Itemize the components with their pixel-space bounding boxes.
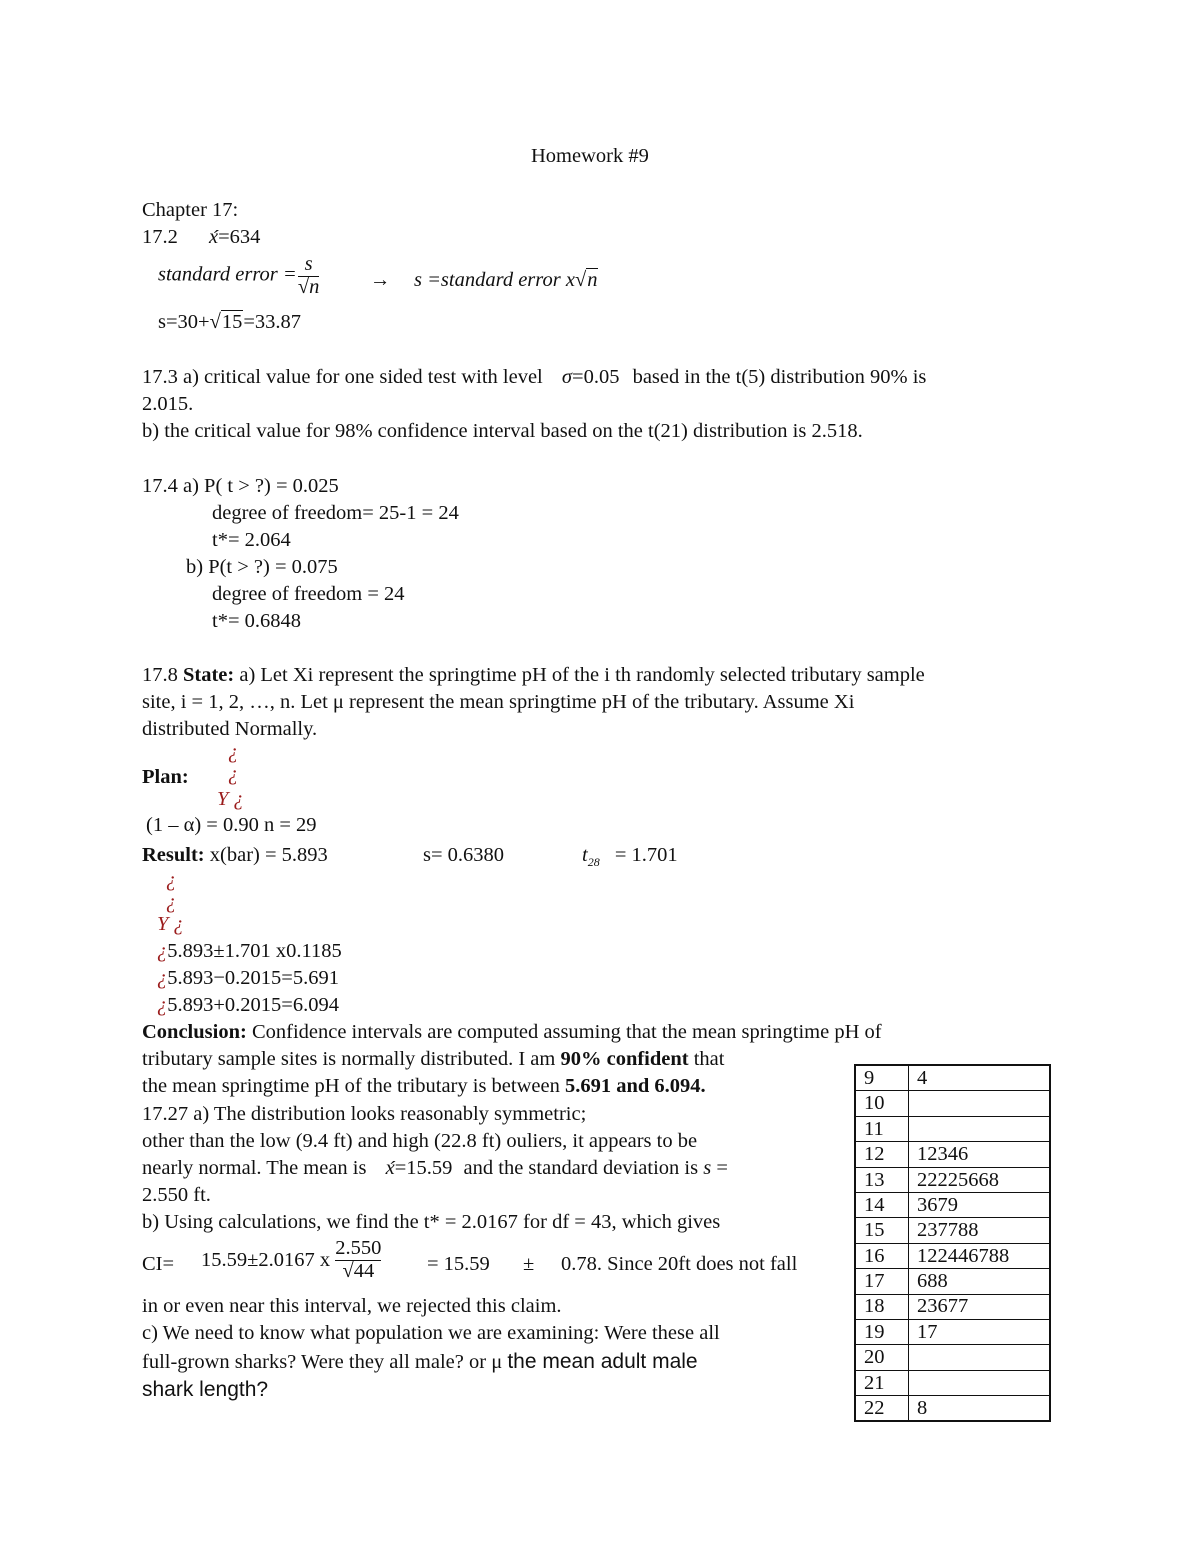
stem-cell: 10 bbox=[855, 1091, 909, 1116]
ci-denominator: 44 bbox=[353, 1259, 375, 1282]
stemplot-row bbox=[855, 1065, 1050, 1091]
result-xbar: x(bar) = 5.893 bbox=[209, 844, 328, 866]
calc-text: 5.893±1.701 x0.1185 bbox=[167, 940, 342, 962]
stemplot-row bbox=[855, 1370, 1050, 1395]
problem-17-4-b-df: degree of freedom = 24 bbox=[212, 583, 405, 605]
text-segment: Confidence intervals are computed assuming that the mean springtime pH of bbox=[251, 1021, 882, 1043]
problem-17-3-line1 bbox=[142, 367, 926, 388]
problem-17-27-line9 bbox=[142, 1351, 698, 1373]
conclusion-line3 bbox=[142, 1076, 706, 1097]
stemplot-body bbox=[855, 1065, 1050, 1421]
problem-17-4-b-t: t*= 0.6848 bbox=[212, 610, 302, 632]
stemplot-row bbox=[855, 1091, 1050, 1116]
broken-glyph: ¿ bbox=[157, 994, 168, 1016]
leaf-cell: 12346 bbox=[909, 1142, 1051, 1167]
calc-left: s=30+ bbox=[158, 311, 210, 333]
s-formula-text: s =standard error x bbox=[414, 269, 575, 291]
broken-glyph: ¿ bbox=[228, 763, 239, 785]
se-numerator: s bbox=[304, 253, 313, 275]
leaf-cell bbox=[909, 1091, 1051, 1116]
text-segment: 17.3 a) critical value for one sided test with level bbox=[142, 366, 543, 388]
text-segment: = bbox=[716, 1157, 728, 1179]
s-symbol: s bbox=[703, 1157, 712, 1179]
problem-17-27-line5: b) Using calculations, we find the t* = 2.0167 for df = 43, which gives bbox=[142, 1211, 721, 1233]
conclusion-label: Conclusion: bbox=[142, 1021, 247, 1043]
t-value: = 1.701 bbox=[614, 844, 678, 866]
problem-17-8-state-line1 bbox=[142, 665, 925, 686]
stem-cell: 11 bbox=[855, 1116, 909, 1141]
s-formula: s =standard error x√n bbox=[414, 269, 598, 291]
problem-17-27-line4: 2.550 ft. bbox=[142, 1184, 211, 1206]
broken-glyph: ¿ bbox=[228, 741, 239, 763]
stemplot-row bbox=[855, 1243, 1050, 1268]
stem-cell: 15 bbox=[855, 1218, 909, 1243]
problem-17-27-line7: in or even near this interval, we rejected this claim. bbox=[142, 1295, 562, 1317]
stemplot-row bbox=[855, 1294, 1050, 1319]
leaf-cell: 17 bbox=[909, 1319, 1051, 1344]
calc-line-3 bbox=[157, 995, 339, 1016]
text-segment: tributary sample sites is normally distributed. I am bbox=[142, 1048, 556, 1070]
problem-17-27-line8: c) We need to know what population we are examining: Were these all bbox=[142, 1322, 720, 1344]
calc-right: =33.87 bbox=[243, 311, 302, 333]
state-label: State: bbox=[183, 664, 235, 686]
calc-text: 5.893+0.2015=6.094 bbox=[167, 994, 339, 1016]
stemplot-row bbox=[855, 1345, 1050, 1370]
problem-17-8-state-line2: site, i = 1, 2, …, n. Let μ represent the mean springtime pH of the tributary. Assume Xi bbox=[142, 691, 855, 713]
text-segment: a) Let Xi represent the springtime pH of the i th randomly selected tributary sample bbox=[239, 664, 925, 686]
plan-label: Plan: bbox=[142, 766, 189, 788]
text-segment: and the standard deviation is bbox=[463, 1157, 699, 1179]
xbar-value: =634 bbox=[218, 226, 261, 248]
leaf-cell bbox=[909, 1370, 1051, 1395]
result-line bbox=[142, 845, 328, 866]
problem-17-4-a-df: degree of freedom= 25-1 = 24 bbox=[212, 502, 459, 524]
problem-17-8-state-line3: distributed Normally. bbox=[142, 718, 318, 740]
xbar-symbol: x́ bbox=[385, 1157, 395, 1179]
problem-17-4-a-t: t*= 2.064 bbox=[212, 529, 291, 551]
calc-radicand: 15 bbox=[221, 311, 243, 333]
stemplot-row bbox=[855, 1269, 1050, 1294]
calc-text: 5.893−0.2015=5.691 bbox=[167, 967, 339, 989]
result-label: Result: bbox=[142, 844, 205, 866]
xbar-symbol: x́ bbox=[209, 226, 219, 248]
confidence-emphasis: 90% confident bbox=[560, 1048, 689, 1070]
ci-expression: 15.59±2.0167 x $\frac{2.550}{√44}$ bbox=[201, 1237, 382, 1282]
problem-17-4-b: b) P(t > ?) = 0.075 bbox=[186, 556, 338, 578]
leaf-cell bbox=[909, 1345, 1051, 1370]
s-calculation: s=30+√15=33.87 bbox=[158, 311, 302, 333]
problem-17-4-a: 17.4 a) P( t > ?) = 0.025 bbox=[142, 475, 339, 497]
problem-17-27-line10: shark length? bbox=[142, 1378, 269, 1401]
problem-number: 17.8 bbox=[142, 664, 178, 686]
leaf-cell: 237788 bbox=[909, 1218, 1051, 1243]
text-segment-sans: the mean adult male bbox=[507, 1350, 698, 1373]
se-denominator: n bbox=[309, 275, 320, 298]
stem-cell: 9 bbox=[855, 1065, 909, 1091]
stem-cell: 19 bbox=[855, 1319, 909, 1344]
broken-y-glyph: Y ¿ bbox=[217, 788, 244, 810]
stemplot-table bbox=[854, 1064, 1051, 1422]
broken-y-glyph: Y ¿ bbox=[157, 913, 184, 935]
leaf-cell: 122446788 bbox=[909, 1243, 1051, 1268]
broken-glyph: ¿ bbox=[166, 869, 177, 891]
stem-cell: 13 bbox=[855, 1167, 909, 1192]
standard-error-formula: standard error = $\frac{s}{√n}$ bbox=[158, 253, 320, 298]
broken-glyph: ¿ bbox=[166, 891, 177, 913]
leaf-cell: 688 bbox=[909, 1269, 1051, 1294]
ci-label: CI= bbox=[142, 1253, 175, 1275]
broken-glyph: ¿ bbox=[157, 940, 168, 962]
text-segment: that bbox=[693, 1048, 725, 1070]
text-segment: the mean springtime pH of the tributary is between bbox=[142, 1075, 560, 1097]
leaf-cell: 23677 bbox=[909, 1294, 1051, 1319]
sigma-symbol: σ bbox=[561, 366, 573, 388]
conclusion-line1 bbox=[142, 1022, 882, 1043]
text-segment: nearly normal. The mean is bbox=[142, 1157, 367, 1179]
conclusion-line2 bbox=[142, 1049, 724, 1070]
s-formula-radicand: n bbox=[587, 269, 598, 291]
interval-emphasis: 5.691 and 6.094. bbox=[564, 1075, 706, 1097]
calc-line-1 bbox=[157, 941, 342, 962]
arrow-icon: → bbox=[370, 269, 391, 291]
stem-cell: 17 bbox=[855, 1269, 909, 1294]
t-symbol: t bbox=[582, 844, 588, 866]
problem-17-27-line3 bbox=[142, 1158, 728, 1179]
ci-equals: = 15.59 bbox=[427, 1253, 490, 1275]
result-t bbox=[582, 845, 678, 868]
stemplot-row bbox=[855, 1192, 1050, 1217]
se-left: standard error = bbox=[158, 263, 297, 286]
leaf-cell: 4 bbox=[909, 1065, 1051, 1091]
stemplot-row bbox=[855, 1167, 1050, 1192]
page-title: Homework #9 bbox=[531, 145, 649, 167]
ci-plusminus: ± bbox=[523, 1253, 535, 1275]
stemplot-row bbox=[855, 1142, 1050, 1167]
stemplot-row bbox=[855, 1319, 1050, 1344]
stem-cell: 21 bbox=[855, 1370, 909, 1395]
sigma-value: =0.05 bbox=[572, 366, 620, 388]
stem-cell: 12 bbox=[855, 1142, 909, 1167]
broken-glyph: ¿ bbox=[157, 967, 168, 989]
calc-line-2 bbox=[157, 968, 339, 989]
stem-cell: 14 bbox=[855, 1192, 909, 1217]
mean-value: =15.59 bbox=[394, 1157, 453, 1179]
stemplot-row bbox=[855, 1396, 1050, 1422]
leaf-cell: 8 bbox=[909, 1396, 1051, 1422]
result-s: s= 0.6380 bbox=[423, 844, 505, 866]
ci-tail: 0.78. Since 20ft does not fall bbox=[561, 1253, 798, 1275]
t-subscript: 28 bbox=[587, 855, 600, 870]
problem-17-3-line3: b) the critical value for 98% confidence interval based on the t(21) distribution is 2.518. bbox=[142, 420, 863, 442]
problem-17-27-line2: other than the low (9.4 ft) and high (22.8 ft) ouliers, it appears to be bbox=[142, 1130, 698, 1152]
stem-cell: 18 bbox=[855, 1294, 909, 1319]
stem-cell: 22 bbox=[855, 1396, 909, 1422]
leaf-cell: 22225668 bbox=[909, 1167, 1051, 1192]
stemplot-row bbox=[855, 1116, 1050, 1141]
problem-number: 17.2 bbox=[142, 226, 178, 248]
leaf-cell bbox=[909, 1116, 1051, 1141]
stem-cell: 16 bbox=[855, 1243, 909, 1268]
stemplot-row bbox=[855, 1218, 1050, 1243]
chapter-heading: Chapter 17: bbox=[142, 199, 239, 221]
ci-numerator: 2.550 bbox=[335, 1237, 382, 1259]
problem-17-27-line1: 17.27 a) The distribution looks reasonably symmetric; bbox=[142, 1103, 587, 1125]
text-segment: based in the t(5) distribution 90% is bbox=[632, 366, 927, 388]
stem-cell: 20 bbox=[855, 1345, 909, 1370]
problem-17-3-line2: 2.015. bbox=[142, 393, 194, 415]
alpha-line: (1 – α) = 0.90 n = 29 bbox=[146, 814, 317, 836]
ci-expr-text: 15.59±2.0167 x bbox=[201, 1248, 331, 1271]
problem-17-2-header bbox=[142, 227, 260, 248]
text-segment: full-grown sharks? Were they all male? or μ bbox=[142, 1351, 503, 1373]
leaf-cell: 3679 bbox=[909, 1192, 1051, 1217]
